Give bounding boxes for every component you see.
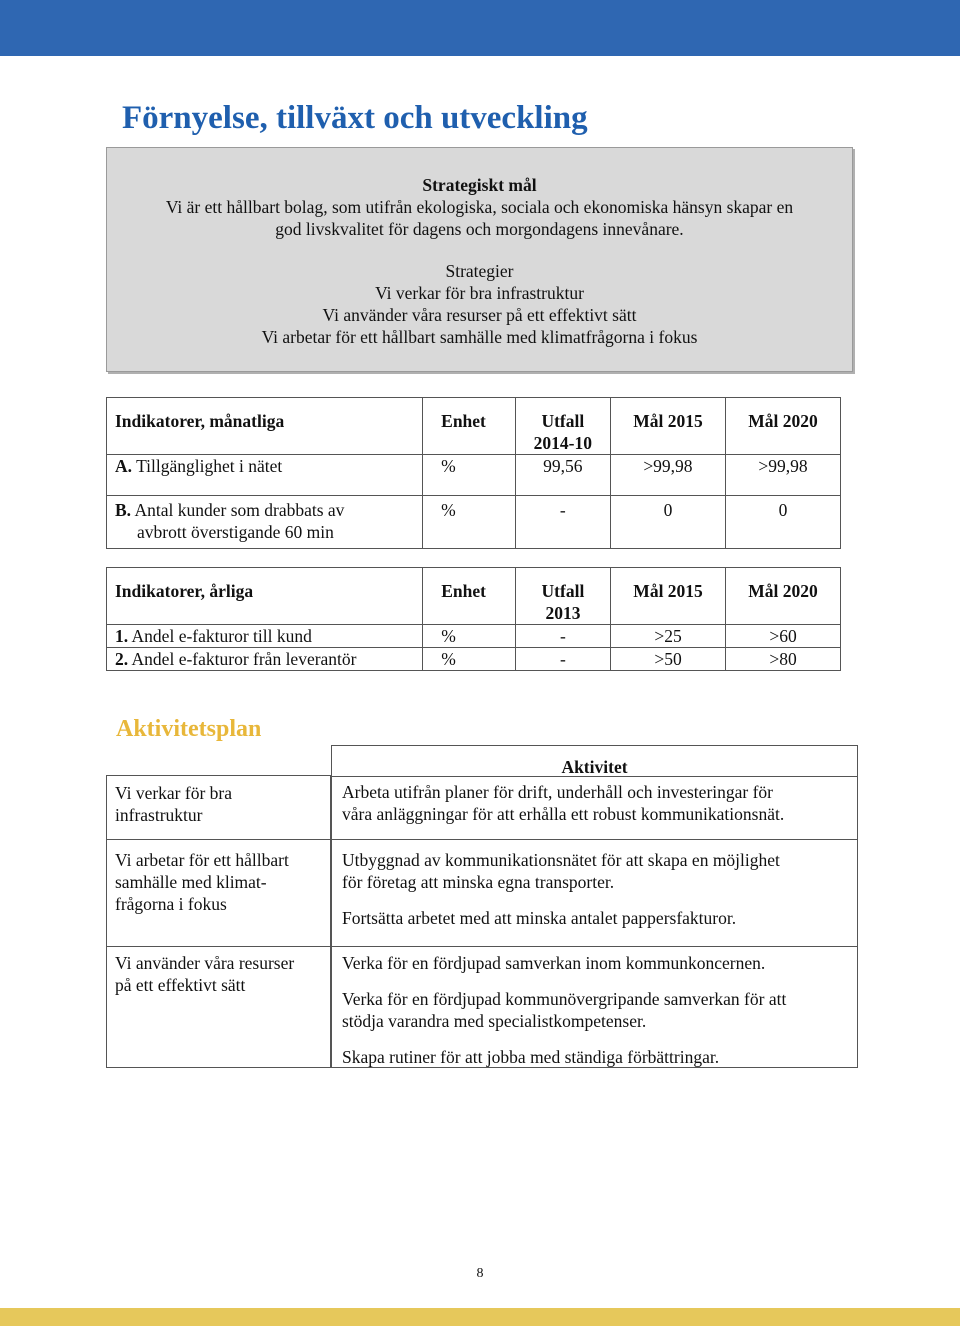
strategy-item: Vi verkar för bra infrastruktur <box>375 283 584 303</box>
annual-indicators-table <box>106 567 841 671</box>
activity-text: våra anläggningar för att erhålla ett robust kommunikationsnät. <box>342 804 785 824</box>
row-goal-2015: 0 <box>663 500 673 520</box>
table-row <box>107 625 841 648</box>
header-indicator: Indikatorer, månatliga <box>115 411 285 431</box>
plan-strategy-text: infrastruktur <box>115 805 203 825</box>
plan-strategy-text: Vi verkar för bra <box>115 783 233 803</box>
goal-text: Vi är ett hållbart bolag, som utifrån ekologiska, sociala och ekonomiska hänsyn skapar en <box>165 197 794 217</box>
page-number: 8 <box>476 1266 484 1281</box>
row-unit: % <box>441 626 456 646</box>
row-goal-2020: >60 <box>769 626 797 646</box>
row-outcome: - <box>560 649 566 669</box>
row-goal-2020: >80 <box>769 649 797 669</box>
plan-strategy-text: Vi arbetar för ett hållbart <box>115 850 289 870</box>
row-goal-2020: 0 <box>778 500 788 520</box>
header-unit: Enhet <box>441 411 486 431</box>
row-unit: % <box>441 456 456 476</box>
activity-item <box>342 988 842 1032</box>
monthly-indicators-table <box>106 397 841 549</box>
plan-strategy <box>115 849 320 915</box>
strategy-item: Vi använder våra resurser på ett effektivt sätt <box>322 305 637 325</box>
header-goal-2015: Mål 2015 <box>633 411 703 431</box>
header-outcome-period: 2014-10 <box>533 433 592 453</box>
page-title: Förnyelse, tillväxt och utveckling <box>122 100 588 136</box>
activity-item: Fortsätta arbetet med att minska antalet pappersfakturor. <box>342 908 737 928</box>
row-text: Tillgänglighet i nätet <box>136 456 283 476</box>
row-text: Andel e-fakturor från leverantör <box>131 649 357 669</box>
row-label: A. <box>115 456 133 476</box>
strategic-goal-box <box>106 147 853 372</box>
activity-plan-title: Aktivitetsplan <box>116 716 262 742</box>
plan-strategy-text: frågorna i fokus <box>115 894 227 914</box>
table-row <box>107 455 841 496</box>
row-label: 2. <box>115 649 129 669</box>
divider <box>332 946 857 947</box>
row-text: Andel e-fakturor till kund <box>131 626 312 646</box>
goal-heading: Strategiskt mål <box>422 175 537 195</box>
header-goal-2020: Mål 2020 <box>748 581 818 601</box>
row-text: Antal kunder som drabbats av <box>134 500 345 520</box>
row-outcome: - <box>559 500 566 520</box>
plan-strategy-text: Vi använder våra resurser <box>115 953 295 973</box>
activity-item <box>342 849 842 893</box>
row-label: B. <box>115 500 132 520</box>
table-row <box>107 648 841 671</box>
header-goal-2020: Mål 2020 <box>748 411 818 431</box>
row-text-continued: avbrott överstigande 60 min <box>137 522 334 542</box>
row-unit: % <box>441 500 456 520</box>
plan-strategy <box>115 952 320 996</box>
header-outcome: Utfall <box>541 411 585 431</box>
activity-plan-strategies <box>106 775 331 1068</box>
row-outcome: - <box>560 626 566 646</box>
plan-strategy-text: på ett effektivt sätt <box>115 975 246 995</box>
activity-item: Skapa rutiner för att jobba med ständiga förbättringar. <box>342 1047 720 1067</box>
activity-text: för företag att minska egna transporter. <box>342 872 615 892</box>
table-row <box>107 496 841 549</box>
activity-plan-activities <box>331 745 858 1068</box>
divider <box>332 839 857 840</box>
goal-text: god livskvalitet för dagens och morgondagens innevånare. <box>275 219 684 239</box>
activity-heading: Aktivitet <box>561 757 628 777</box>
header-outcome: Utfall <box>541 581 585 601</box>
table-header-row <box>107 398 841 455</box>
strategies-heading: Strategier <box>445 261 514 281</box>
table-header-row <box>107 568 841 625</box>
row-label: 1. <box>115 626 129 646</box>
plan-strategy-text: samhälle med klimat- <box>115 872 267 892</box>
footer-bar <box>0 1308 960 1326</box>
activity-item <box>342 781 842 825</box>
divider <box>107 946 330 947</box>
row-goal-2015: >99,98 <box>643 456 693 476</box>
activity-text: Utbyggnad av kommunikationsnätet för att skapa en möjlighet <box>342 850 780 870</box>
plan-strategy <box>115 782 320 826</box>
strategy-item: Vi arbetar för ett hållbart samhälle med klimatfrågorna i fokus <box>261 327 698 347</box>
header-bar <box>0 0 960 56</box>
row-outcome: 99,56 <box>543 456 583 476</box>
header-indicator: Indikatorer, årliga <box>115 581 254 601</box>
row-goal-2020: >99,98 <box>758 456 808 476</box>
row-goal-2015: >50 <box>654 649 682 669</box>
row-goal-2015: >25 <box>654 626 682 646</box>
activity-item: Verka för en fördjupad samverkan inom kommunkoncernen. <box>342 953 766 973</box>
divider <box>107 839 330 840</box>
activity-text: Verka för en fördjupad kommunövergripande samverkan för att <box>342 989 787 1009</box>
header-unit: Enhet <box>441 581 486 601</box>
activity-text: Arbeta utifrån planer för drift, underhåll och investeringar för <box>342 782 774 802</box>
header-outcome-period: 2013 <box>545 603 581 623</box>
divider <box>332 776 857 777</box>
row-unit: % <box>441 649 456 669</box>
activity-text: stödja varandra med specialistkompetenser. <box>342 1011 647 1031</box>
header-goal-2015: Mål 2015 <box>633 581 703 601</box>
